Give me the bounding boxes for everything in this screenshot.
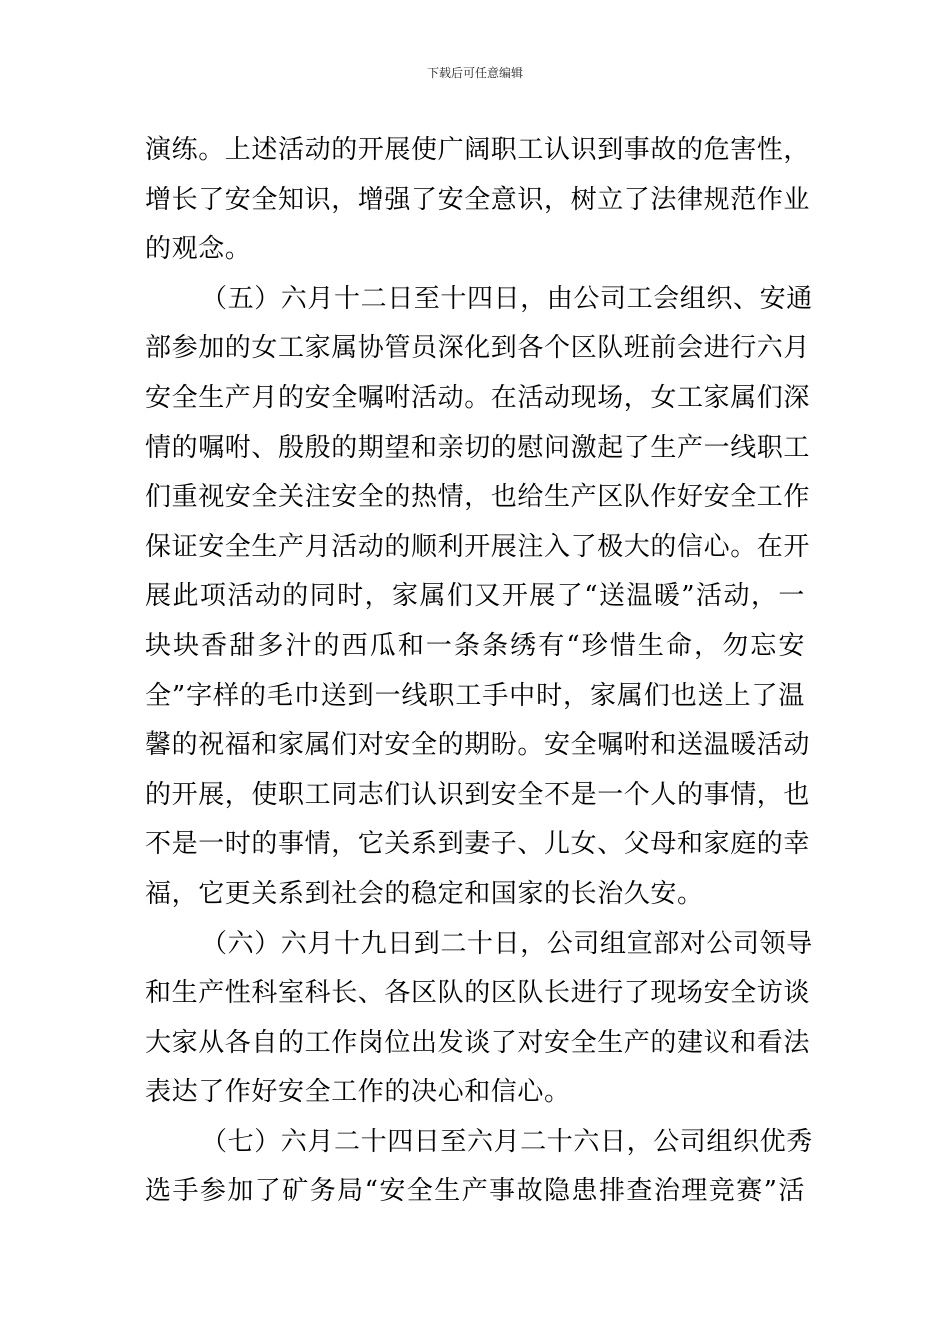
- text-line: 选手参加了矿务局“安全生产事故隐患排查治理竞赛”活: [145, 1176, 805, 1207]
- text-line: 和生产性科室科长、各区队的区队长进行了现场安全访谈: [145, 978, 811, 1009]
- text-line: 块块香甜多汁的西瓜和一条条绣有“珍惜生命，勿忘安: [145, 630, 805, 661]
- page-header: 下载后可任意编辑: [426, 66, 523, 80]
- text-line: 馨的祝福和家属们对安全的期盼。安全嘱咐和送温暖活动: [145, 730, 811, 761]
- text-line: 情的嘱咐、殷殷的期望和亲切的慰问激起了生产一线职工: [145, 432, 811, 463]
- text-line: 演练。上述活动的开展使广阔职工认识到事故的危害性，: [145, 135, 811, 165]
- paragraph-4: [145, 1118, 813, 1217]
- text-line: （六）六月十九日到二十日，公司组宣部对公司领导: [201, 928, 813, 959]
- paragraph-3: [145, 920, 813, 1118]
- text-line: 全”字样的毛巾送到一线职工手中时，家属们也送上了温: [145, 680, 805, 711]
- text-line: 大家从各自的工作岗位出发谈了对安全生产的建议和看法: [145, 1027, 811, 1058]
- document-body: [145, 126, 813, 1217]
- text-line: 增长了安全知识，增强了安全意识，树立了法律规范作业: [145, 184, 811, 215]
- text-line: 不是一时的事情，它关系到妻子、儿女、父母和家庭的幸: [145, 829, 811, 860]
- text-line: （七）六月二十四日至六月二十六日，公司组织优秀: [201, 1126, 813, 1157]
- text-line: 部参加的女工家属协管员深化到各个区队班前会进行六月: [145, 333, 811, 364]
- paragraph-2: [145, 275, 813, 920]
- text-line: 表达了作好安全工作的决心和信心。: [145, 1077, 571, 1108]
- text-line: 展此项活动的同时，家属们又开展了“送温暖”活动，一: [145, 581, 805, 612]
- text-line: 们重视安全关注安全的热情，也给生产区队作好安全工作: [145, 482, 811, 513]
- text-line: 安全生产月的安全嘱咐活动。在活动现场，女工家属们深: [145, 382, 811, 413]
- text-line: 福，它更关系到社会的稳定和国家的长治久安。: [145, 878, 704, 909]
- text-line: 保证安全生产月活动的顺利开展注入了极大的信心。在开: [145, 531, 811, 562]
- paragraph-1: [145, 126, 811, 275]
- text-line: （五）六月十二日至十四日，由公司工会组织、安通: [201, 283, 813, 314]
- text-line: 的开展，使职工同志们认识到安全不是一个人的事情，也: [145, 779, 811, 810]
- text-line: 的观念。: [145, 234, 252, 265]
